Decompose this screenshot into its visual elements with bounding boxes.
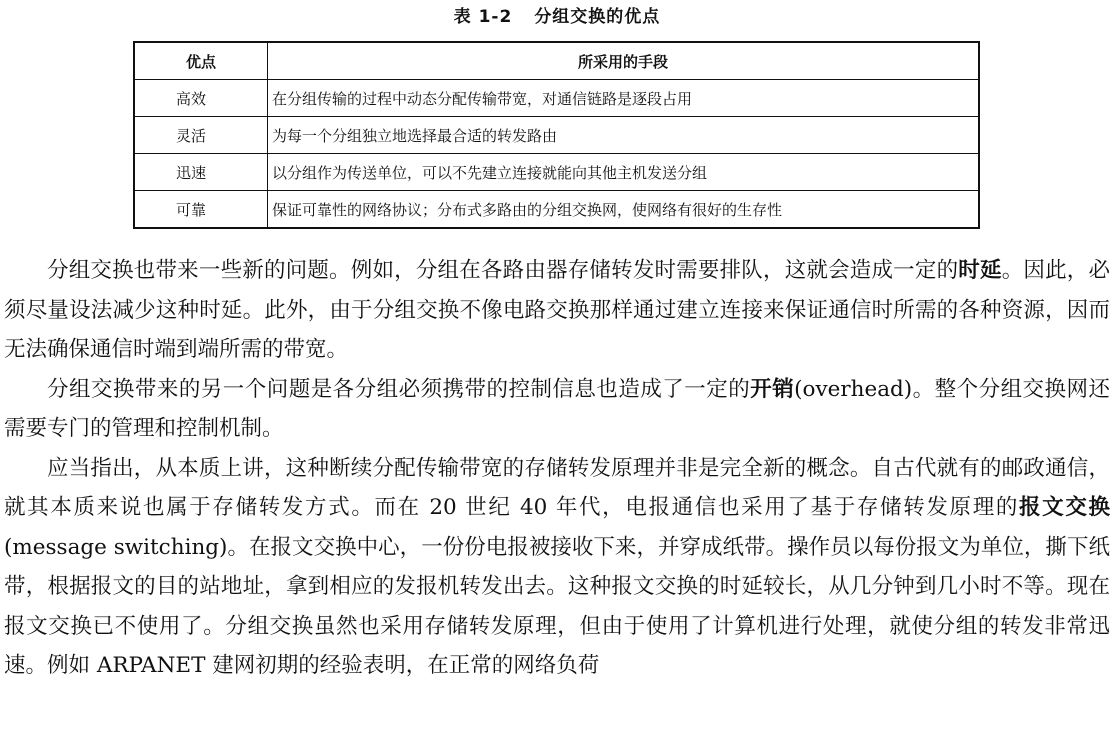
header-advantage: 优点 bbox=[134, 42, 268, 80]
table-row bbox=[134, 154, 979, 191]
means-cell: 保证可靠性的网络协议；分布式多路由的分组交换网，使网络有很好的生存性 bbox=[268, 191, 980, 229]
paragraph-overhead bbox=[4, 370, 1110, 449]
means-cell: 为每一个分组独立地选择最合适的转发路由 bbox=[268, 117, 980, 154]
body-text bbox=[4, 251, 1110, 686]
means-cell: 以分组作为传送单位，可以不先建立连接就能向其他主机发送分组 bbox=[268, 154, 980, 191]
advantages-table bbox=[133, 41, 980, 229]
header-means: 所采用的手段 bbox=[268, 42, 980, 80]
table-header-row bbox=[134, 42, 979, 80]
advantage-cell: 灵活 bbox=[134, 117, 268, 154]
advantage-cell: 可靠 bbox=[134, 191, 268, 229]
table-caption bbox=[0, 4, 1114, 30]
paragraph-text: (message switching)。在报文交换中心，一份份电报被接收下来，并穿成纸带。操作员以每份报文为单位，撕下纸带，根据报文的目的站地址，拿到相应的发报机转发出去。这种报文交换的时延较长，从几分钟到几小时不等。现在报文交换已不使用了。分组交换虽然也采用存储转发原理，但由于使用了计算机进行处理，就使分组的转发非常迅速。例如 ARPANET 建网初期的经验表明，在正常的网络负荷 bbox=[4, 534, 1110, 678]
paragraph-delay bbox=[4, 251, 1110, 370]
advantage-cell: 迅速 bbox=[134, 154, 268, 191]
paragraph-text: 分组交换带来的另一个问题是各分组必须携带的控制信息也造成了一定的 bbox=[47, 376, 751, 402]
term-overhead: 开销 bbox=[750, 376, 795, 402]
paragraph-text: 应当指出，从本质上讲，这种断续分配传输带宽的存储转发原理并非是完全新的概念。自古代就有的邮政通信，就其本质来说也属于存储转发方式。而在 20 世纪 40 年代，电报通信也采用了基于存储转发原理的 bbox=[4, 455, 1110, 520]
table-row bbox=[134, 80, 979, 117]
paragraph-text: 分组交换也带来一些新的问题。例如，分组在各路由器存储转发时需要排队，这就会造成一定的 bbox=[47, 258, 959, 283]
term-delay: 时延 bbox=[958, 258, 1002, 283]
means-cell: 在分组传输的过程中动态分配传输带宽，对通信链路是逐段占用 bbox=[268, 80, 980, 117]
table-row bbox=[134, 117, 979, 154]
advantage-cell: 高效 bbox=[134, 80, 268, 117]
table-number: 表 1-2 bbox=[453, 7, 513, 27]
paragraph-text: 。因此，必须尽量设法减少这种时延。此外，由于分组交换不像电路交换那样通过建立连接来保证通信时所需的各种资源，因而无法确保通信时端到端所需的带宽。 bbox=[4, 258, 1110, 362]
term-message-switching: 报文交换 bbox=[1019, 495, 1110, 520]
table-title: 分组交换的优点 bbox=[534, 7, 661, 27]
paragraph-text: (overhead)。整个分组交换网还需要专门的管理和控制机制。 bbox=[4, 376, 1110, 441]
table-row bbox=[134, 191, 979, 229]
paragraph-message-switching bbox=[4, 449, 1110, 686]
